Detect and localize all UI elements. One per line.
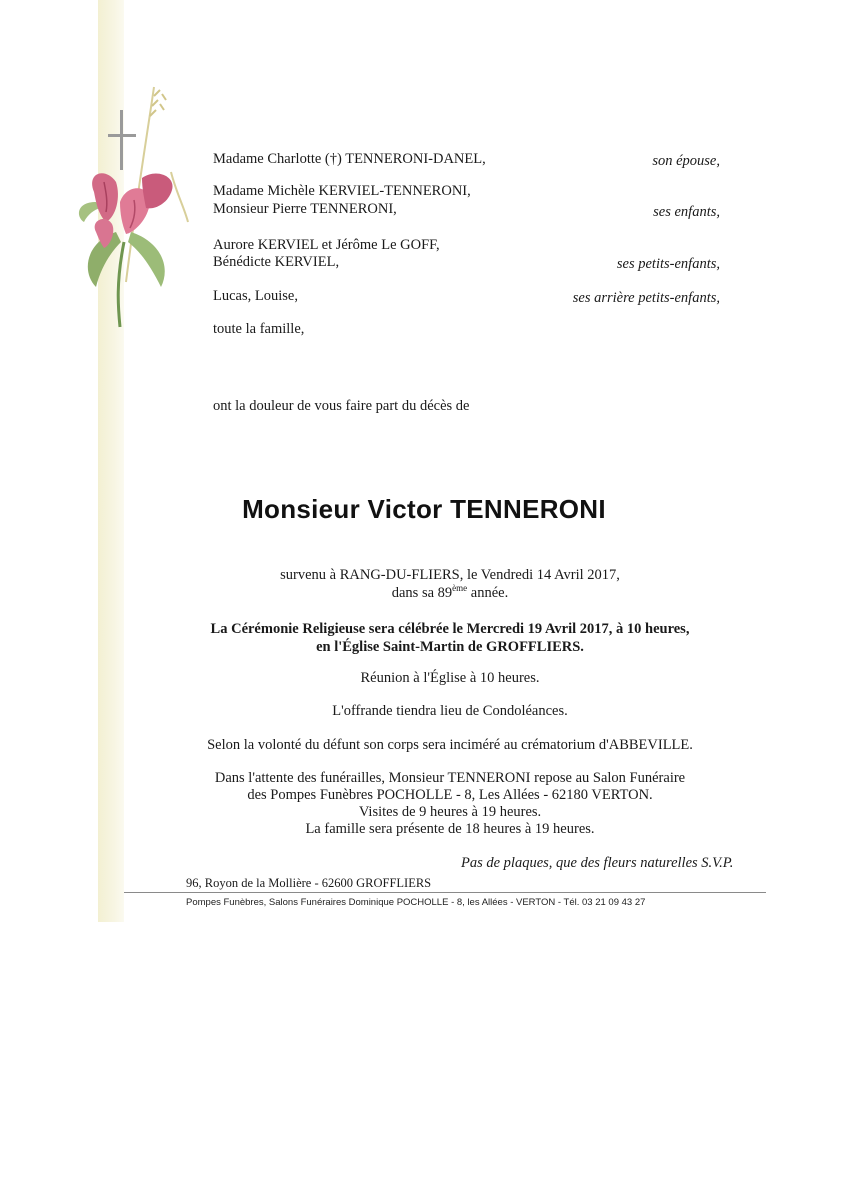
family-name: Bénédicte KERVIEL,: [213, 254, 340, 270]
family-relation: son épouse,: [652, 153, 720, 169]
funeral-home-line-1: Dans l'attente des funérailles, Monsieur TENNERONI repose au Salon Funéraire: [214, 770, 686, 786]
funeral-home-line-2: des Pompes Funèbres POCHOLLE - 8, Les Allées - 62180 VERTON.: [247, 787, 653, 803]
intro-text: ont la douleur de vous faire part du décès de: [213, 398, 470, 414]
family-name: Madame Michèle KERVIEL-TENNERONI,: [213, 183, 471, 199]
family-relation: ses petits-enfants,: [616, 256, 720, 272]
calla-lily-cross-illustration: [76, 82, 196, 332]
family-relation: ses arrière petits-enfants,: [572, 290, 720, 306]
age-line: [0, 584, 848, 602]
ceremony-line-1: La Cérémonie Religieuse sera célébrée le Mercredi 19 Avril 2017, à 10 heures,: [210, 621, 690, 637]
family-name: Monsieur Pierre TENNERONI,: [213, 201, 397, 217]
offering-text: L'offrande tiendra lieu de Condoléances.: [332, 703, 568, 719]
age-superscript: ème: [452, 583, 468, 593]
meeting-text: Réunion à l'Église à 10 heures.: [360, 670, 540, 686]
divider: [124, 892, 766, 893]
age-prefix: dans sa 89: [391, 585, 453, 601]
cremation-text: Selon la volonté du défunt son corps sera inciméré au crématorium d'ABBEVILLE.: [207, 737, 693, 753]
family-name: Lucas, Louise,: [213, 288, 298, 304]
ceremony-line-2: en l'Église Saint-Martin de GROFFLIERS.: [316, 639, 584, 655]
family-relation: ses enfants,: [653, 204, 720, 220]
visits-text: Visites de 9 heures à 19 heures.: [358, 804, 542, 820]
death-line: survenu à RANG-DU-FLIERS, le Vendredi 14 Avril 2017,: [280, 567, 620, 583]
family-name: Madame Charlotte (†) TENNERONI-DANEL,: [213, 151, 486, 167]
footer-funeral-services: Pompes Funèbres, Salons Funéraires Dominique POCHOLLE - 8, les Allées - VERTON - Tél. 03 21 09 43 27: [186, 897, 646, 908]
cross-icon: [120, 110, 123, 170]
family-name: toute la famille,: [213, 321, 305, 337]
age-suffix: année.: [467, 585, 509, 601]
family-name: Aurore KERVIEL et Jérôme Le GOFF,: [213, 237, 440, 253]
address: 96, Royon de la Mollière - 62600 GROFFLIERS: [186, 876, 432, 890]
deceased-name: Monsieur Victor TENNERONI: [242, 494, 606, 524]
flowers-note: Pas de plaques, que des fleurs naturelles S.V.P.: [461, 855, 734, 871]
family-presence-text: La famille sera présente de 18 heures à 19 heures.: [305, 821, 595, 837]
